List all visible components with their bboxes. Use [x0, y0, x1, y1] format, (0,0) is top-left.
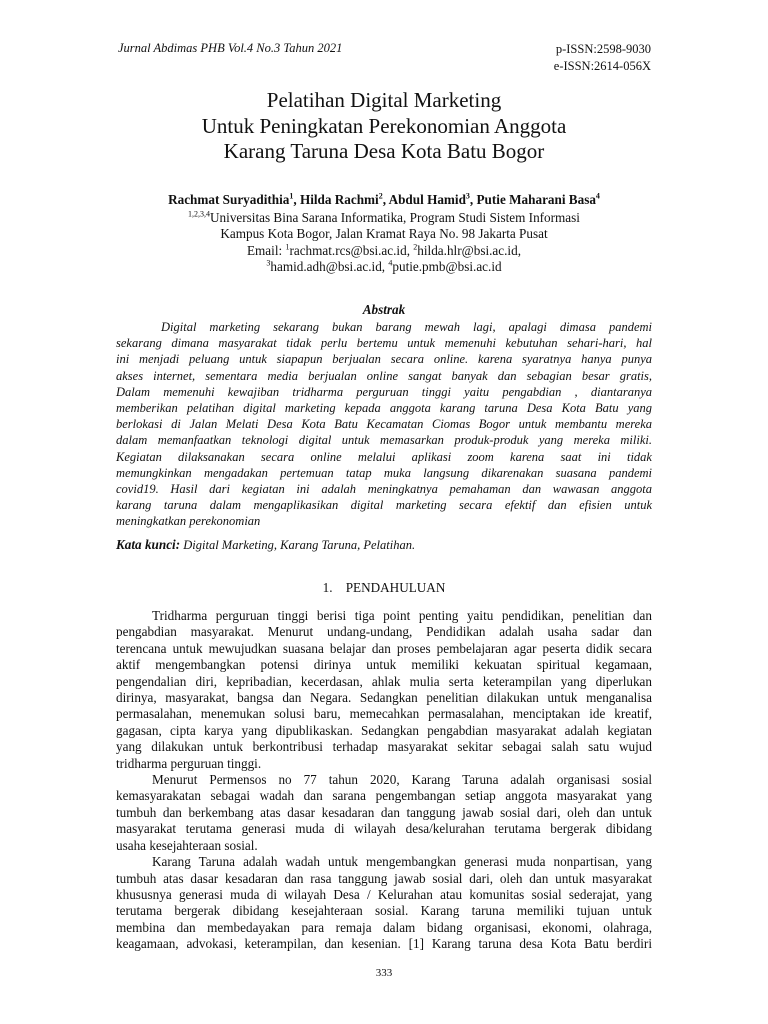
author-name: Rachmat Suryadithia — [168, 192, 290, 207]
body-line: terencana untuk mewujudkan suasana belajar dan proses pembelajaran agar peserta didik secara — [116, 640, 652, 656]
abstract-line: akses internet, sementara media berjualan online sangat banyak dan sebagian besar gratis, — [116, 368, 652, 383]
section-heading — [0, 580, 768, 596]
pissn: p-ISSN:2598-9030 — [555, 42, 651, 56]
keywords-text: Digital Marketing, Karang Taruna, Pelatihan. — [180, 538, 416, 552]
email-sup: 2 — [413, 242, 418, 252]
eissn: e-ISSN:2614-056X — [553, 59, 651, 73]
abstract-line: Kegiatan dilaksanakan secara online melalui aplikasi zoom karena saat ini tidak — [116, 449, 652, 464]
email-sup: 1 — [285, 242, 290, 252]
email-line-1: Email: $^1$rachmat.rcs@bsi.ac.id, $^2$hilda.hlr@bsi.ac.id, — [246, 242, 521, 258]
abstract-line: dalam memanfaatkan teknologi digital untuk memasarkan produk-produk yang mereka miliki. — [116, 433, 652, 448]
body-line: tridharma perguruan tinggi. — [116, 755, 262, 771]
issn-block — [554, 41, 651, 75]
keywords-label: Kata kunci: — [116, 537, 181, 552]
title-line: Pelatihan Digital Marketing — [266, 88, 502, 112]
author-name: Hilda Rachmi — [299, 192, 379, 207]
body-line: khususnya generasi muda di wilayah Desa / Kelurahan atau komunitas sosial sederajat, yang — [116, 886, 652, 902]
author-list: Rachmat Suryadithia$^1$, Hilda Rachmi$^2$, Abdul Hamid$^3$, Putie Maharani Basa$^4$ — [168, 191, 600, 207]
body-line: keagamaan, advokasi, keterampilan, dan kesenian. [1] Karang taruna desa Kota Batu berdiri — [116, 936, 652, 952]
affil-line1: Universitas Bina Sarana Informatika, Program Studi Sistem Informasi — [210, 210, 580, 225]
email-address[interactable]: hamid.adh@bsi.ac.id — [270, 258, 382, 274]
paper-title — [0, 88, 768, 165]
body-line: usaha kesejahteraan sosial. — [116, 837, 258, 853]
affil-line2: Kampus Kota Bogor, Jalan Kramat Raya No. 98 Jakarta Pusat — [220, 226, 548, 242]
keywords — [116, 537, 415, 553]
author-sup: 4 — [595, 191, 600, 201]
body-line: terutama bergerak dibidang kesejahteraan sosial. Karang taruna memiliki tujuan untuk — [116, 903, 652, 919]
abstract-line: Digital marketing sekarang bukan barang mewah lagi, apalagi dimasa pandemi — [161, 320, 652, 334]
body-line: yang dilakukan untuk berkontribusi terhadap masyarakat sekitar sebagai salah satu wujud — [116, 739, 652, 755]
abstract-line: memungkinkan mengadakan pertemuan tatap muka langsung dikarenakan suasana pandemi — [116, 465, 652, 480]
affil-sup: 1,2,3,4 — [188, 209, 211, 219]
section-title: PENDAHULUAN — [345, 580, 446, 595]
body-line: permasalahan, menemukan solusi baru, memecahkan permasalahan, menciptakan ide kreatif, — [116, 706, 652, 722]
author-name: Abdul Hamid — [388, 192, 466, 207]
body-line: aktif mengembangkan potensi dirinya untuk memiliki kekuatan spiritual kegamaan, — [116, 657, 652, 673]
abstract-line: sekarang dimana masyarakat tidak perlu bertemu untuk memenuhi kebutuhan sehari-hari, hal — [116, 336, 652, 351]
abstract-body — [116, 319, 652, 530]
abstract-line: covid19. Hasil dari kegiatan ini adalah meningkatnya pemahaman dan wawasan anggota — [116, 482, 652, 497]
abstract-line: memberikan pelatihan digital marketing kepada anggota karang taruna Desa Kota Batu yang — [116, 401, 652, 416]
body-line: pengendalian diri, kepribadian, kecerdasan, ahlak mulia serta keterampilan yang diperlukan — [116, 673, 652, 689]
abstract-line: Dalam memenuhi kewajiban tridharma perguruan tinggi yaitu pengabdian , diantaranya — [116, 384, 652, 399]
email-prefix: Email: — [246, 242, 286, 258]
body-line: gagasan, cipta karya yang dipublikaskan. Sedangkan pengabdian masyarakat adalah kegiatan — [116, 722, 652, 738]
abstract-line: ini menjadi peluang untuk siapapun berjualan secara online. karena syaratnya hanya punya — [116, 352, 652, 367]
abstract-line: meningkatkan perekonomian — [116, 514, 261, 529]
author-name: Putie Maharani Basa — [476, 192, 596, 207]
body-line: pengabdian masyarakat. Menurut undang-undang, Pendidikan adalah usaha sadar dan — [116, 624, 652, 640]
abstract-line: berlokasi di Jalan Melati Desa Kota Batu Kecamatan Ciomas Bogor untuk membantu mereka — [116, 417, 652, 432]
body-line: Menurut Permensos no 77 tahun 2020, Karang Taruna adalah organisasi sosial — [152, 772, 652, 788]
email-sup: 4 — [388, 258, 393, 268]
email-address[interactable]: putie.pmb@bsi.ac.id — [392, 258, 502, 274]
title-line: Karang Taruna Desa Kota Batu Bogor — [223, 139, 545, 163]
author-sup: 2 — [378, 191, 383, 201]
body-line: kemasyarakatan sebagai wadah dan sarana pengembangan setiap anggota masyarakat yang — [116, 788, 652, 804]
title-line: Untuk Peningkatan Perekonomian Anggota — [201, 113, 567, 138]
body-line: masyarakat terutama generasi muda di wilayah desa/kelurahan terutama bergerak dibidang — [116, 821, 652, 837]
abstract-heading: Abstrak — [362, 302, 406, 317]
body-line: tumbuh dan berkembang atas dasar kesadaran dan tanggung jawab sosial dari, oleh dan untuk — [116, 804, 652, 820]
body-line: membina dan membedayakan para remaja dalam bidang organisasi, ekonomi, olahraga, — [116, 919, 652, 935]
section-number: 1. — [322, 580, 333, 595]
body-line: tumbuh atas dasar kesadaran dan rasa tanggung jawab sosial dari, oleh dan untuk masyarakat — [116, 870, 652, 886]
email-sup: 3 — [266, 258, 271, 268]
email-line-2: $^3$hamid.adh@bsi.ac.id, $^4$putie.pmb@bsi.ac.id — [266, 258, 502, 274]
journal-header: Jurnal Abdimas PHB Vol.4 No.3 Tahun 2021 — [118, 41, 343, 55]
body-line: Karang Taruna adalah wadah untuk mengembangkan generasi muda nonpartisan, yang — [152, 854, 652, 870]
abstract-line: karang taruna dalam mengaplikasikan digital marketing secara efektif dan efisien untuk — [116, 498, 652, 513]
body-text — [116, 608, 652, 953]
email-address[interactable]: hilda.hlr@bsi.ac.id — [417, 242, 518, 258]
body-line: dirinya, masyarakat, bangsa dan Negara. Sedangkan penelitian dilakukan untuk menganalisa — [116, 690, 652, 706]
author-sup: 1 — [289, 191, 294, 201]
author-sup: 3 — [465, 191, 470, 201]
body-line: Tridharma perguruan tinggi berisi tiga point penting yaitu pendidikan, penelitian dan — [152, 608, 652, 623]
affiliation-block — [0, 210, 768, 275]
email-address[interactable]: rachmat.rcs@bsi.ac.id — [289, 242, 407, 258]
page-number: 333 — [375, 967, 393, 979]
